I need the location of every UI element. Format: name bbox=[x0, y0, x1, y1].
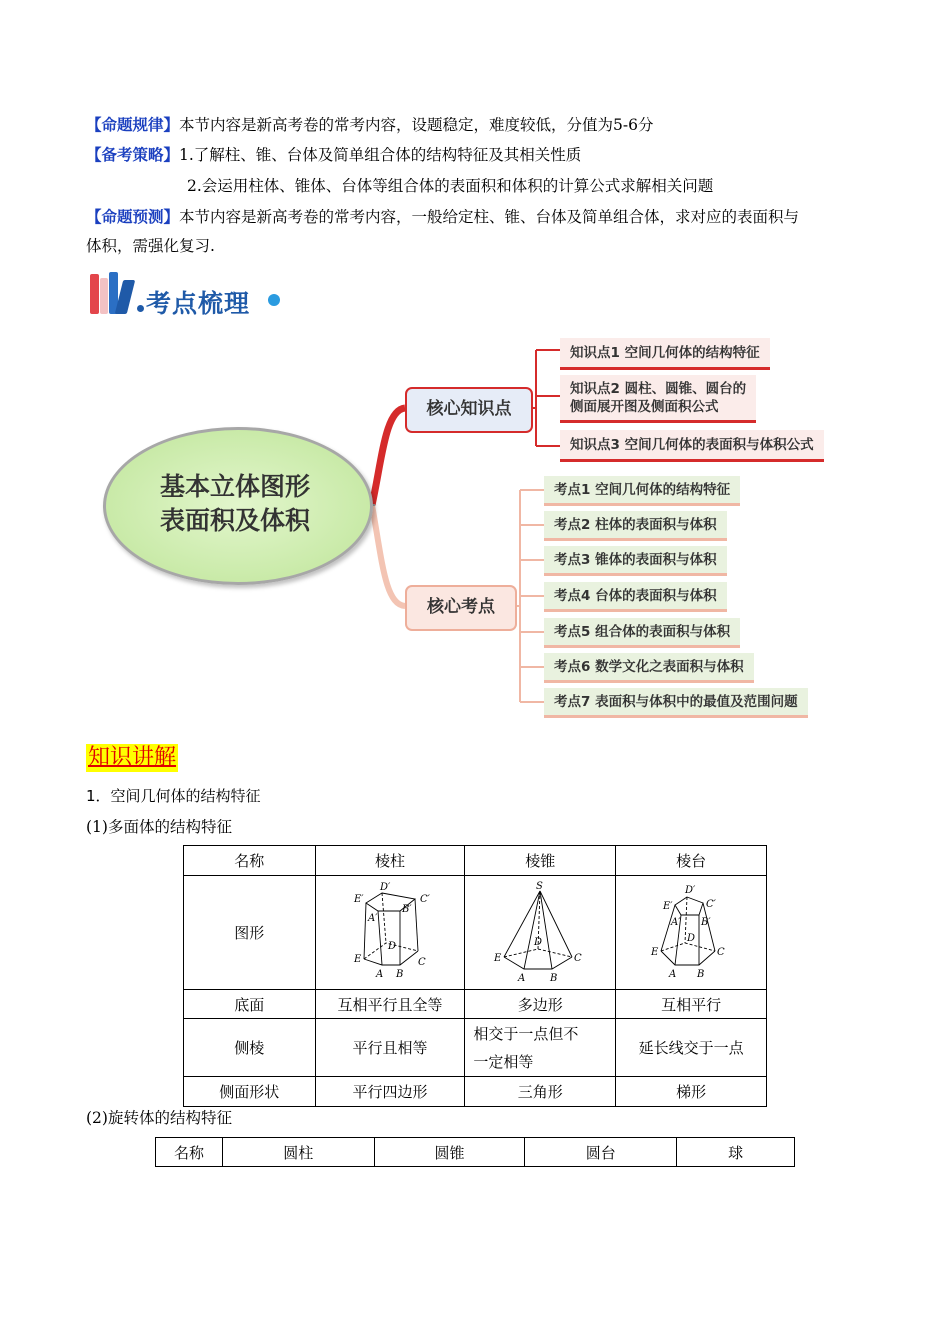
frustum-diagram bbox=[641, 881, 741, 985]
label-C: C bbox=[574, 952, 582, 964]
header-pyramid: 棱锥 bbox=[465, 846, 616, 876]
knowledge-item-2 bbox=[560, 375, 756, 423]
table-row bbox=[184, 1019, 767, 1077]
point-item-5: 考点5 组合体的表面积与体积 bbox=[544, 618, 740, 648]
pyramid-base: 多边形 bbox=[465, 990, 616, 1019]
label-C: C bbox=[717, 946, 725, 958]
table-row bbox=[184, 990, 767, 1019]
pyramid-diagram bbox=[490, 881, 590, 985]
label-A-prime: A′ bbox=[367, 912, 378, 924]
prism-figure bbox=[315, 876, 465, 990]
pyramid-edge-line-1: 相交于一点但不 bbox=[473, 1024, 579, 1043]
branch-points: 核心考点 bbox=[405, 585, 517, 631]
label-B-prime: B′ bbox=[401, 903, 412, 915]
rule-tag: 【命题规律】 bbox=[86, 115, 180, 134]
subsection-1a: (1)多面体的结构特征 bbox=[86, 818, 232, 836]
label-C-prime: C′ bbox=[706, 898, 716, 910]
frustum-figure bbox=[616, 876, 767, 990]
strategy-tag: 【备考策略】 bbox=[86, 145, 180, 164]
strategy-item-1: 1.了解柱、锥、台体及简单组合体的结构特征及其相关性质 bbox=[179, 146, 582, 164]
point-item-7: 考点7 表面积与体积中的最值及范围问题 bbox=[544, 688, 808, 718]
rule-text: 本节内容是新高考卷的常考内容，设题稳定，难度较低，分值为5-6分 bbox=[179, 116, 654, 134]
subsection-1: 1．空间几何体的结构特征 bbox=[86, 787, 261, 805]
point-item-3: 考点3 锥体的表面积与体积 bbox=[544, 546, 727, 576]
header-name: 名称 bbox=[184, 846, 316, 876]
point-item-6: 考点6 数学文化之表面积与体积 bbox=[544, 653, 754, 683]
label-E-prime: E′ bbox=[353, 893, 364, 905]
polyhedron-table bbox=[183, 845, 767, 1107]
pyramid-edge-line-2: 一定相等 bbox=[473, 1052, 534, 1071]
label-B: B bbox=[697, 968, 705, 980]
label-A-prime: A′ bbox=[671, 916, 681, 928]
header-frustum: 棱台 bbox=[616, 846, 767, 876]
label-D: D bbox=[687, 932, 696, 944]
row-label-face: 侧面形状 bbox=[184, 1077, 316, 1107]
frustum-base: 互相平行 bbox=[616, 990, 767, 1019]
table-row bbox=[184, 846, 767, 876]
label-D-prime: D′ bbox=[379, 881, 391, 893]
table-row bbox=[184, 1077, 767, 1107]
rotation-table bbox=[155, 1137, 795, 1167]
subsection-1b: (2)旋转体的结构特征 bbox=[86, 1109, 232, 1127]
label-A: A bbox=[518, 972, 526, 984]
label-E: E bbox=[651, 946, 659, 958]
strategy-item-2: 2.会运用柱体、锥体、台体等组合体的表面积和体积的计算公式求解相关问题 bbox=[187, 177, 714, 195]
rot-header-frustum: 圆台 bbox=[525, 1138, 677, 1167]
forecast-text-2: 体积，需强化复习. bbox=[86, 237, 215, 255]
row-label-base: 底面 bbox=[184, 990, 316, 1019]
pyramid-edge bbox=[465, 1019, 616, 1077]
label-D: D bbox=[534, 936, 543, 948]
knowledge-item-2-line-2: 侧面展开图及侧面积公式 bbox=[570, 399, 719, 415]
label-A: A bbox=[375, 968, 384, 980]
banner-title: 考点梳理 bbox=[146, 289, 251, 318]
prism-edge: 平行且相等 bbox=[315, 1019, 465, 1077]
label-E: E bbox=[353, 953, 362, 965]
label-S: S bbox=[536, 880, 544, 892]
label-B-prime: B′ bbox=[701, 916, 711, 928]
prism-base: 互相平行且全等 bbox=[315, 990, 465, 1019]
point-item-2: 考点2 柱体的表面积与体积 bbox=[544, 511, 727, 541]
pyramid-face: 三角形 bbox=[465, 1077, 616, 1107]
row-label-edge: 侧棱 bbox=[184, 1019, 316, 1077]
branch-knowledge: 核心知识点 bbox=[405, 387, 533, 433]
rot-header-sphere: 球 bbox=[677, 1138, 795, 1167]
knowledge-item-3: 知识点3 空间几何体的表面积与体积公式 bbox=[560, 430, 824, 462]
rot-header-cone: 圆锥 bbox=[374, 1138, 525, 1167]
center-line-1: 基本立体图形 bbox=[159, 472, 310, 501]
mindmap-center-label bbox=[103, 470, 367, 538]
section-heading: 知识讲解 bbox=[88, 745, 177, 770]
prism-face: 平行四边形 bbox=[315, 1077, 465, 1107]
label-E-prime: E′ bbox=[663, 900, 673, 912]
label-D: D bbox=[387, 940, 396, 952]
header-prism: 棱柱 bbox=[315, 846, 465, 876]
label-A: A bbox=[669, 968, 677, 980]
label-B: B bbox=[550, 972, 558, 984]
center-line-2: 表面积及体积 bbox=[159, 506, 310, 535]
label-E: E bbox=[494, 952, 502, 964]
knowledge-item-2-line-1: 知识点2 圆柱、圆锥、圆台的 bbox=[570, 381, 747, 397]
frustum-face: 梯形 bbox=[616, 1077, 767, 1107]
point-item-1: 考点1 空间几何体的结构特征 bbox=[544, 476, 740, 506]
label-B: B bbox=[395, 968, 404, 980]
rot-header-name: 名称 bbox=[156, 1138, 223, 1167]
label-C: C bbox=[417, 956, 426, 968]
row-label-figure: 图形 bbox=[184, 876, 316, 990]
point-item-4: 考点4 台体的表面积与体积 bbox=[544, 582, 727, 612]
forecast-text-1: 本节内容是新高考卷的常考内容，一般给定柱、锥、台体及简单组合体，求对应的表面积与 bbox=[179, 208, 800, 226]
frustum-edge: 延长线交于一点 bbox=[616, 1019, 767, 1077]
label-C-prime: C′ bbox=[419, 893, 430, 905]
forecast-tag: 【命题预测】 bbox=[86, 207, 180, 226]
table-row bbox=[184, 876, 767, 990]
pyramid-figure bbox=[465, 876, 616, 990]
table-row bbox=[156, 1138, 795, 1167]
label-D-prime: D′ bbox=[685, 884, 696, 896]
rot-header-cylinder: 圆柱 bbox=[222, 1138, 374, 1167]
knowledge-item-1: 知识点1 空间几何体的结构特征 bbox=[560, 338, 770, 370]
prism-diagram bbox=[340, 881, 440, 985]
